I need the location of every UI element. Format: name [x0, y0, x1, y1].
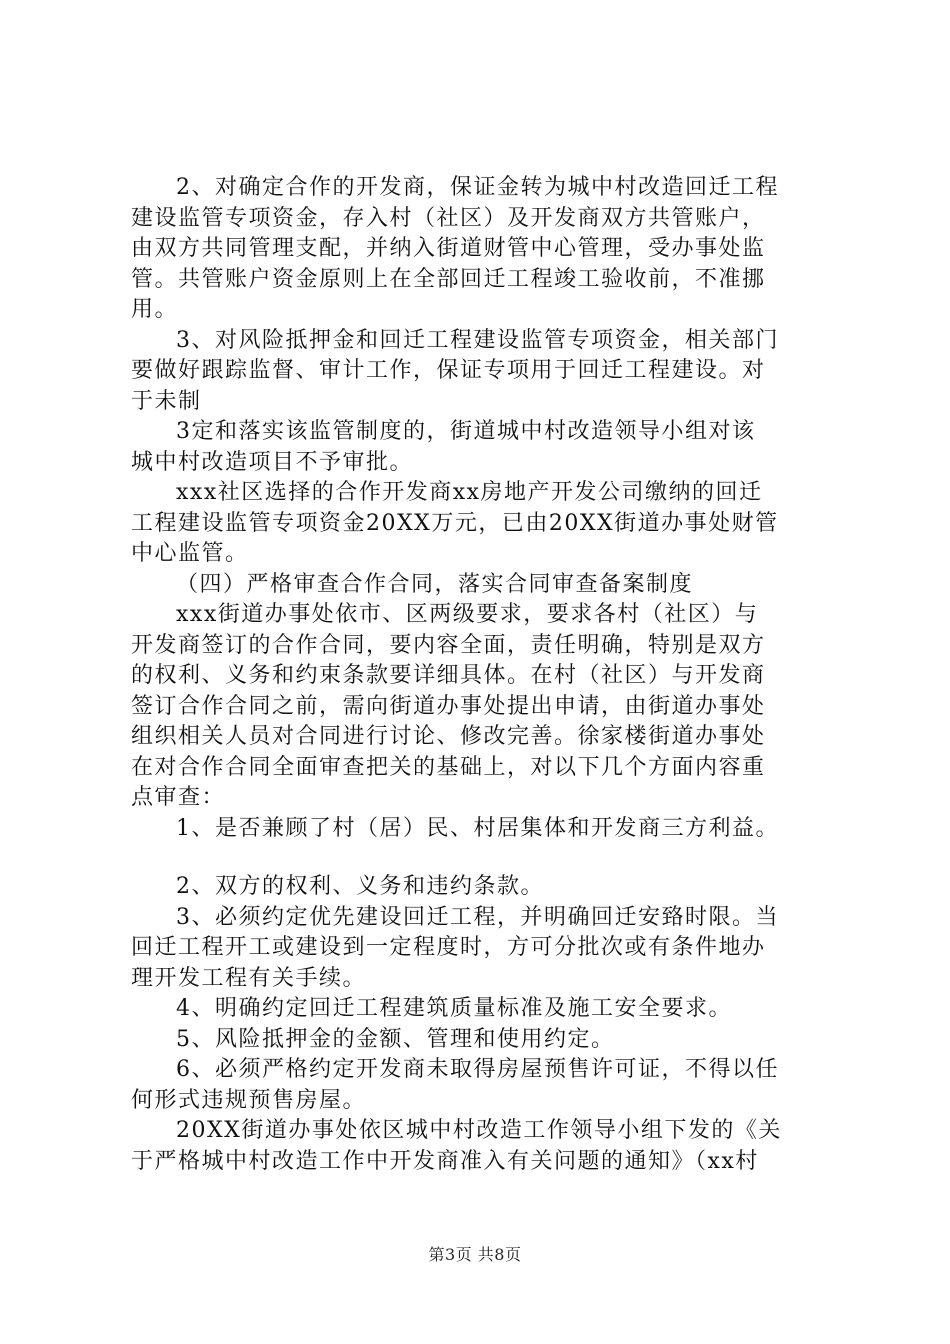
paragraph-line: 回迁工程开工或建设到一定程度时，方可分批次或有条件地办 — [131, 935, 766, 960]
list-item: 1、是否兼顾了村（居）民、村居集体和开发商三方利益。 — [176, 815, 779, 841]
paragraph-line: xxx社区选择的合作开发商xx房地产开发公司缴纳的回迁 — [176, 480, 763, 505]
list-item: 6、必须严格约定开发商未取得房屋预售许可证，不得以任 — [176, 1057, 779, 1082]
paragraph-line: 要做好跟踪监督、审计工作，保证专项用于回迁工程建设。对 — [131, 358, 766, 383]
paragraph-line: 理开发工程有关手续。 — [131, 965, 367, 991]
paragraph-line: 于严格城中村改造工作中开发商准入有关问题的通知》（xx村 — [131, 1148, 759, 1174]
section-heading: （四）严格审查合作合同，落实合同审查备案制度 — [176, 571, 694, 597]
paragraph-line: 中心监管。 — [131, 541, 249, 566]
list-item: 2、双方的权利、义务和违约条款。 — [176, 874, 544, 899]
list-item: 5、风险抵押金的金额、管理和使用约定。 — [176, 1026, 615, 1052]
paragraph-line: xxx街道办事处依市、区两级要求，要求各村（社区）与 — [176, 602, 759, 627]
paragraph-line: 城中村改造项目不予审批。 — [131, 449, 414, 475]
paragraph-line: 3定和落实该监管制度的，街道城中村改造领导小组对该 — [176, 419, 756, 444]
paragraph-line: 20XX街道办事处依区城中村改造工作领导小组下发的《关 — [176, 1118, 782, 1143]
paragraph-gap — [131, 844, 831, 872]
paragraph-line: 3、对风险抵押金和回迁工程建设监管专项资金，相关部门 — [176, 327, 779, 353]
paragraph-line: 点审查： — [131, 785, 226, 810]
paragraph-line: 用。 — [131, 297, 179, 322]
paragraph-line: 在对合作合同全面审查把关的基础上，对以下几个方面内容重 — [131, 754, 766, 780]
paragraph-line: 管。共管账户资金原则上在全部回迁工程竣工验收前，不准挪 — [131, 266, 766, 292]
paragraph-line: 于未制 — [131, 388, 202, 414]
document-body — [131, 173, 831, 1177]
list-item: 3、必须约定优先建设回迁工程，并明确回迁安臵时限。当 — [176, 904, 779, 930]
paragraph-line: 2、对确定合作的开发商，保证金转为城中村改造回迁工程 — [176, 175, 779, 200]
paragraph-line: 签订合作合同之前，需向街道办事处提出申请，由街道办事处 — [131, 693, 766, 719]
list-item: 4、明确约定回迁工程建筑质量标准及施工安全要求。 — [176, 996, 732, 1021]
paragraph-line: 工程建设监管专项资金20XX万元，已由20XX街道办事处财管 — [131, 510, 779, 536]
paragraph-line: 开发商签订的合作合同，要内容全面，责任明确，特别是双方 — [131, 632, 766, 658]
paragraph-line: 建设监管专项资金，存入村（社区）及开发商双方共管账户， — [131, 205, 766, 231]
paragraph-line: 的权利、义务和约束条款要详细具体。在村（社区）与开发商 — [131, 663, 766, 688]
paragraph-line: 组织相关人员对合同进行讨论、修改完善。徐家楼街道办事处 — [131, 724, 766, 749]
page-number-footer: 第3页 共8页 — [428, 1245, 522, 1264]
paragraph-line: 由双方共同管理支配，并纳入街道财管中心管理，受办事处监 — [131, 236, 766, 261]
paragraph-line: 何形式违规预售房屋。 — [131, 1087, 367, 1113]
